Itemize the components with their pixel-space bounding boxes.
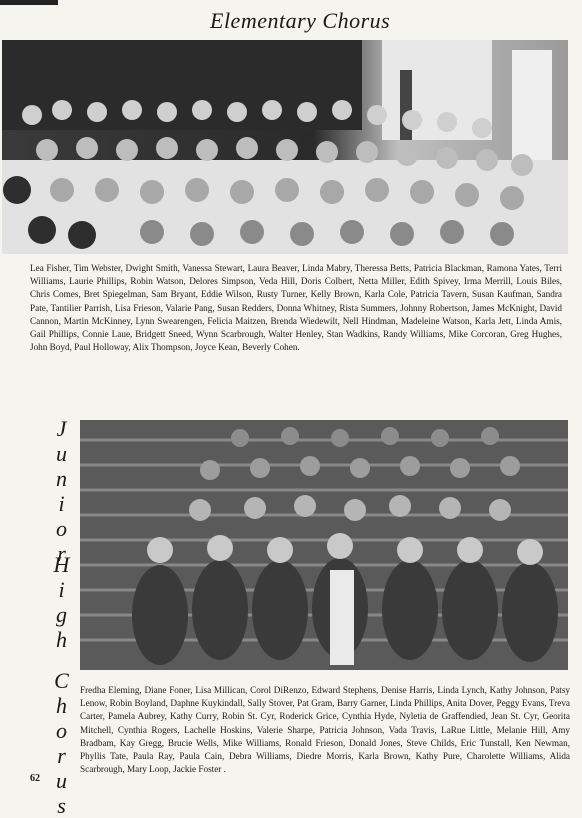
page-corner-bar — [0, 0, 58, 5]
page-number: 62 — [30, 773, 40, 784]
vertical-title-word-3: Chorus — [49, 668, 74, 818]
junior-high-chorus-names: Fredha Eleming, Diane Foner, Lisa Millican, Corol DiRenzo, Edward Stephens, Denise Harris, Linda Lynch, Kathy Johnson, Patsy Lenow, Robin Boyland, Daphne Kuykindall, Sally Stover, Pat Gram, Barry Garner, Linda Phillips, Anita Dover, Peggy Evans, Treva Carter, Pamela Aubrey, Kathy Curry, Robin St. Cyr, Roderick Grice, Cynthia Hyde, Nyletia de Graffendied, Jean St. Cyr, Georita Mitchell, Cynthia Rogers, Lachelle Hoskins, Valerie Sharpe, Patricia Johnson, Vada Travis, LaRue Little, Melanie Hill, Amy Bradbam, Kay Gregg, Brucie Wells, Mike Williams, Ronald Frieson, Donald Jones, Steve Childs, Eric Tunstall, Ken Newman, Phyllis Tate, Paula Ray, Paula Cain, Debra Williams, Diedre Morris, Karla Brown, Kathy Pure, Charolette Williams, Alida Scarbrough, Mary Loop, Jackie Foster . — [80, 685, 570, 775]
elementary-chorus-title: Elementary Chorus — [210, 8, 391, 33]
junior-high-chorus-photo — [80, 420, 568, 670]
elementary-chorus-names: Lea Fisher, Tim Webster, Dwight Smith, Vanessa Stewart, Laura Beaver, Linda Mabry, Theressa Betts, Patricia Blackman, Ramona Yates, Terri Williams, Laurie Phillips, Robin Watson, Delores Simpson, Veda Hill, Doris Colbert, Netta Miller, Edith Spivey, Irma Merrill, Louis Biles, Chris Comes, Bret Spiegelman, Sam Bryant, Eddie Wilson, Rusty Turner, Kelly Brown, Karla Cole, Patricia Tavern, Susan Kaufman, Sandra Pate, Tantilier Parrish, Lisa Frieson, Valarie Pang, Susan Redders, Donna Whitney, Rista Summers, Johnny Robertson, James McKnight, David Cannon, Martin McKinney, Lynn Swearengen, Felicia Maitzen, Brenda Wiedewilt, Nell Hindman, Madeleine Watson, Karla Jett, Linda Amis, Gail Phillips, Connie Laue, Bridgett Sneed, Wynn Scarbrough, Walter Henley, Stan Wadkins, Randy Williams, Mike Corcoran, Greg Hughes, John Boyd, Paul Holloway, Alix Thompson, Joyce Kean, Beverly Cohen. — [30, 263, 562, 353]
junior-high-chorus-title — [46, 416, 76, 818]
vertical-title-word-2: High — [49, 552, 74, 652]
vertical-title-word-1: Junior — [49, 416, 74, 566]
elementary-chorus-photo — [2, 40, 568, 254]
